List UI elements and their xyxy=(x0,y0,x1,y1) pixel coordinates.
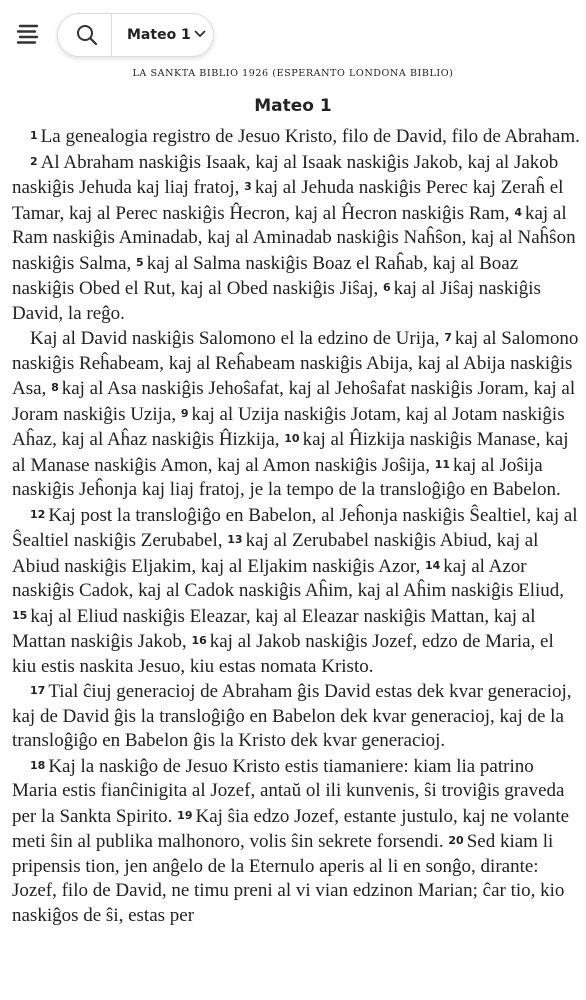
verse-text[interactable]: kaj al Jakob naskiĝis Jozef, edzo de Maria, el kiu estis naskita Jesuo, kiu estas nomata Kristo. xyxy=(12,631,554,677)
verse-text[interactable]: kaj al Eliud naskiĝis Eleazar, kaj al Eleazar naskiĝis Mattan, kaj al Mattan naskiĝis Jakob, xyxy=(12,605,536,652)
verse-number[interactable]: 3 xyxy=(244,180,252,193)
chevron-down-icon xyxy=(194,13,206,55)
verse-text[interactable]: kaj al Asa naskiĝis Jehoŝafat, kaj al Jehoŝafat naskiĝis Joram, kaj al Joram naskiĝis Uzija, xyxy=(12,378,576,425)
verse-text[interactable]: kaj al Ĥizkija naskiĝis Manase, kaj al Manase naskiĝis Amon, kaj al Amon naskiĝis Joŝija, xyxy=(12,429,569,476)
search-icon xyxy=(76,24,98,46)
book-chapter-label: Mateo 1 xyxy=(127,27,191,43)
verse-text[interactable]: kaj al Ram naskiĝis Aminadab, kaj al Aminadab naskiĝis Naĥŝon, kaj al Naĥŝon naskiĝis Salma, xyxy=(12,202,576,274)
top-toolbar xyxy=(0,0,586,68)
verse-text[interactable]: kaj al Salomono naskiĝis Reĥabeam, kaj al Reĥabeam naskiĝis Abija, kaj al Abija naskiĝis Asa, xyxy=(12,328,579,399)
verse-number[interactable]: 9 xyxy=(180,406,189,420)
verse-number[interactable]: 7 xyxy=(444,331,452,344)
paragraph xyxy=(12,679,580,754)
verse-number[interactable]: 2 xyxy=(30,154,38,168)
verse-text[interactable]: Kaj post la transloĝiĝo en Babelon, al Jeĥonja naskiĝis Ŝealtiel, kaj al Ŝealtiel naskiĝis Zerubabel, xyxy=(12,504,578,551)
menu-lines-icon[interactable] xyxy=(14,20,44,50)
version-title[interactable]: LA SANKTA BIBLIO 1926 (ESPERANTO LONDONA BIBLIO) xyxy=(132,68,454,79)
verse-text[interactable]: Kaj ŝia edzo Jozef, estante justulo, kaj ne volante meti ŝin al publika malhonoro, volis ŝin sekrete forsendi. xyxy=(12,805,570,852)
verse-number[interactable]: 6 xyxy=(382,281,391,294)
verse-text[interactable]: Al Abraham naskiĝis Isaak, kaj al Isaak naskiĝis Jakob, kaj al Jakob naskiĝis Jehuda kaj liaj fratoj, xyxy=(12,151,559,198)
verse-number[interactable]: 1 xyxy=(30,129,38,142)
verse-number[interactable]: 5 xyxy=(136,255,144,269)
verse-number[interactable]: 17 xyxy=(30,684,46,697)
verse-text[interactable]: kaj al Jiŝaj naskiĝis David, la reĝo. xyxy=(12,278,541,324)
paragraph xyxy=(12,326,580,503)
paragraph xyxy=(12,150,580,327)
verse-text[interactable]: kaj al Salma naskiĝis Boaz el Raĥab, kaj al Boaz naskiĝis Obed el Rut, kaj al Obed naskiĝis Jiŝaj, xyxy=(12,252,519,299)
verse-text[interactable]: kaj al Jehuda naskiĝis Perec kaj Zeraĥ el Tamar, kaj al Perec naskiĝis Ĥecron, kaj al Ĥecron naskiĝis Ram, xyxy=(12,177,564,224)
verse-number[interactable]: 19 xyxy=(177,808,193,822)
verse-number[interactable]: 13 xyxy=(227,533,243,546)
verse-number[interactable]: 14 xyxy=(424,558,441,572)
verse-number[interactable]: 16 xyxy=(191,634,207,647)
chapter-title: Mateo 1 xyxy=(254,96,332,116)
verse-number[interactable]: 10 xyxy=(284,432,300,445)
verse-number[interactable]: 4 xyxy=(514,205,522,219)
verse-number[interactable]: 11 xyxy=(434,457,451,471)
verse-text[interactable]: La genealogia registro de Jesuo Kristo, filo de David, filo de Abraham. xyxy=(40,126,580,147)
paragraph xyxy=(12,503,580,680)
verse-text[interactable]: Kaj la naskiĝo de Jesuo Kristo estis tiamaniere: kiam lia patrino Maria estis fianĉinigita al Jozef, antaŭ ol ili kunvenis, ŝi troviĝis graveda per la Sankta Spirito. xyxy=(12,755,565,827)
search-button[interactable] xyxy=(58,14,111,56)
paragraph xyxy=(12,754,580,929)
verse-number[interactable]: 12 xyxy=(30,507,46,521)
verse-text[interactable]: kaj al Joŝija naskiĝis Jeĥonja kaj liaj fratoj, je la tempo de la transloĝiĝo en Babelon. xyxy=(12,454,561,500)
verse-text[interactable]: Sed kiam li pripensis tion, jen anĝelo de la Eternulo aperis al li en sonĝo, dirante: Jozef, filo de David, ne timu preni al vi vian edzinon Marian; ĉar tio, kio naskiĝos de ŝi, estas per xyxy=(12,831,565,926)
verse-number[interactable]: 18 xyxy=(30,758,46,772)
verse-number[interactable]: 15 xyxy=(12,608,28,622)
nav-pill xyxy=(57,13,214,57)
paragraph xyxy=(12,124,580,150)
verse-text[interactable]: Tial ĉiuj generacioj de Abraham ĝis David estas dek kvar generacioj, kaj de David ĝis la transloĝiĝo en Babelon dek kvar generacioj, kaj de la transloĝiĝo en Babelon ĝis la Kristo dek kvar generacioj. xyxy=(12,681,572,751)
verse-text[interactable]: kaj al Azor naskiĝis Cadok, kaj al Cadok naskiĝis Aĥim, kaj al Aĥim naskiĝis Eliud, xyxy=(12,555,565,601)
verse-text[interactable]: kaj al Zerubabel naskiĝis Abiud, kaj al Abiud naskiĝis Eljakim, kaj al Eljakim naskiĝis Azor, xyxy=(12,530,539,577)
verse-number[interactable]: 8 xyxy=(51,381,59,394)
verse-number[interactable]: 20 xyxy=(448,834,464,847)
verse-text[interactable]: Kaj al David naskiĝis Salomono el la edzino de Urija, xyxy=(30,328,440,349)
chapter-text xyxy=(12,124,580,928)
verse-text[interactable]: kaj al Uzija naskiĝis Jotam, kaj al Jotam naskiĝis Aĥaz, kaj al Aĥaz naskiĝis Ĥizkija, xyxy=(12,403,565,450)
book-chapter-selector[interactable] xyxy=(112,14,213,56)
